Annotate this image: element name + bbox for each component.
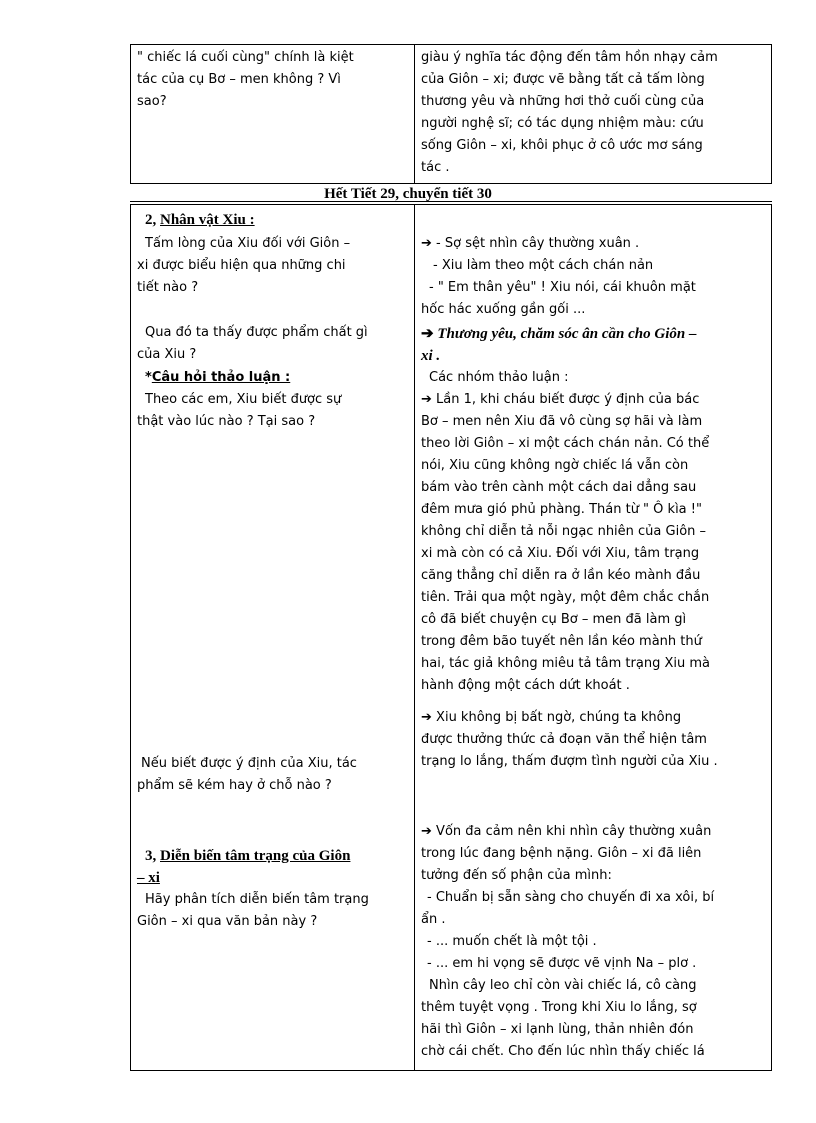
- text-line: Nhìn cây leo chỉ còn vài chiếc lá, cô càng: [429, 978, 697, 993]
- text-line: ẩn .: [421, 912, 446, 927]
- section-heading: 2, Nhân vật Xiu :: [145, 212, 255, 228]
- text-line: tiết nào ?: [137, 280, 199, 295]
- text-line: - ... em hi vọng sẽ được vẽ vịnh Na – plơ .: [427, 956, 697, 971]
- arrow-icon: ➔: [421, 710, 432, 725]
- text-line: ➔ - Sợ sệt nhìn cây thường xuân .: [421, 236, 640, 251]
- text-line: hành động một cách dứt khoát .: [421, 678, 630, 693]
- text-line: xi mà còn có cả Xiu. Đối với Xiu, tâm trạng: [421, 546, 700, 561]
- text-line: sống Giôn – xi, khôi phục ở cô ước mơ sáng: [421, 138, 703, 153]
- text-line: Qua đó ta thấy được phẩm chất gì: [145, 325, 368, 340]
- text-line: Hãy phân tích diễn biến tâm trạng: [145, 892, 369, 907]
- divider: [130, 201, 772, 202]
- text-line: căng thẳng chỉ diễn ra ở lần kéo mành đầu: [421, 568, 701, 583]
- text-line: ➔ Vốn đa cảm nên khi nhìn cây thường xuân: [421, 824, 712, 839]
- question-column: [131, 45, 415, 183]
- text-line: Giôn – xi qua văn bản này ?: [137, 914, 318, 929]
- text-line: " chiếc lá cuối cùng" chính là kiệt: [137, 50, 354, 65]
- text-line: Các nhóm thảo luận :: [429, 370, 569, 385]
- text-line: - " Em thân yêu" ! Xiu nói, cái khuôn mặt: [429, 280, 696, 295]
- text-line: hốc hác xuống gần gối ...: [421, 302, 586, 317]
- text-line: Bơ – men nên Xiu đã vô cùng sợ hãi và làm: [421, 414, 703, 429]
- arrow-icon: ➔: [421, 392, 432, 407]
- text-line: Theo các em, Xiu biết được sự: [145, 392, 342, 407]
- text-line: - ... muốn chết là một tội .: [427, 934, 597, 949]
- text-line: của Xiu ?: [137, 347, 197, 362]
- text-line: - Xiu làm theo một cách chán nản: [433, 258, 654, 273]
- text-line: Tấm lòng của Xiu đối với Giôn –: [145, 236, 351, 251]
- text-line: chờ cái chết. Cho đến lúc nhìn thấy chiếc lá: [421, 1044, 705, 1059]
- text-line: tác .: [421, 160, 450, 175]
- text-line: - Chuẩn bị sẵn sàng cho chuyến đi xa xôi, bí: [427, 890, 715, 905]
- text-line: xi được biểu hiện qua những chi: [137, 258, 346, 273]
- text-line: xi .: [421, 348, 441, 364]
- section-break-title: Hết Tiết 29, chuyển tiết 30: [324, 186, 492, 202]
- arrow-icon: ➔: [421, 824, 432, 839]
- text-line: người nghệ sĩ; có tác dụng nhiệm màu: cứu: [421, 116, 704, 131]
- text-line: trạng lo lắng, thấm đượm tình người của Xiu .: [421, 754, 718, 769]
- text-line: Nếu biết được ý định của Xiu, tác: [141, 756, 357, 771]
- text-line: thương yêu và những hơi thở cuối cùng của: [421, 94, 705, 109]
- text-line: tưởng đến số phận của mình:: [421, 868, 612, 883]
- text-line: thêm tuyệt vọng . Trong khi Xiu lo lắng, sợ: [421, 1000, 697, 1015]
- text-line: không chỉ diễn tả nỗi ngạc nhiên của Giôn –: [421, 524, 707, 539]
- text-line: hãi thì Giôn – xi lạnh lùng, thản nhiên đón: [421, 1022, 694, 1037]
- text-line: giàu ý nghĩa tác động đến tâm hồn nhạy cảm: [421, 50, 718, 65]
- text-line: thật vào lúc nào ? Tại sao ?: [137, 414, 316, 429]
- text-line: trong đêm bão tuyết nên lần kéo mành thứ: [421, 634, 702, 649]
- section-heading: 3, Diễn biến tâm trạng của Giôn: [145, 848, 351, 864]
- section-heading-cont: – xi: [137, 870, 160, 886]
- text-line: hai, tác giả không miêu tả tâm trạng Xiu mà: [421, 656, 710, 671]
- lesson-table: [130, 204, 772, 1071]
- text-line: tiên. Trải qua một ngày, một đêm chắc chắn: [421, 590, 710, 605]
- continuation-table: [130, 44, 772, 184]
- text-line: sao?: [137, 94, 167, 109]
- text-line: tác của cụ Bơ – men không ? Vì: [137, 72, 341, 87]
- answer-column: [415, 45, 771, 183]
- text-line: nói, Xiu cũng không ngờ chiếc lá vẫn còn: [421, 458, 689, 473]
- text-line: ➔ Thương yêu, chăm sóc ân cần cho Giôn –: [421, 326, 697, 342]
- text-line: cô đã biết chuyện cụ Bơ – men đã làm gì: [421, 612, 687, 627]
- text-line: đêm mưa gió phủ phàng. Thán từ " Ô kìa !": [421, 502, 702, 517]
- text-line: theo lời Giôn – xi một cách chán nản. Có thể: [421, 436, 710, 451]
- text-line: bám vào trên cành một cách dai dẳng sau: [421, 480, 697, 495]
- text-line: của Giôn – xi; được vẽ bằng tất cả tấm lòng: [421, 72, 705, 87]
- answer-column: [415, 205, 771, 1070]
- arrow-icon: ➔: [421, 236, 432, 251]
- text-line: được thưởng thức cả đoạn văn thể hiện tâm: [421, 732, 707, 747]
- text-line: trong lúc đang bệnh nặng. Giôn – xi đã liên: [421, 846, 702, 861]
- arrow-icon: ➔: [421, 326, 434, 342]
- text-line: phẩm sẽ kém hay ở chỗ nào ?: [137, 778, 332, 793]
- discussion-heading: *Câu hỏi thảo luận :: [145, 370, 291, 385]
- text-line: ➔ Lần 1, khi cháu biết được ý định của bác: [421, 392, 700, 407]
- text-line: ➔ Xiu không bị bất ngờ, chúng ta không: [421, 710, 682, 725]
- question-column: [131, 205, 415, 1070]
